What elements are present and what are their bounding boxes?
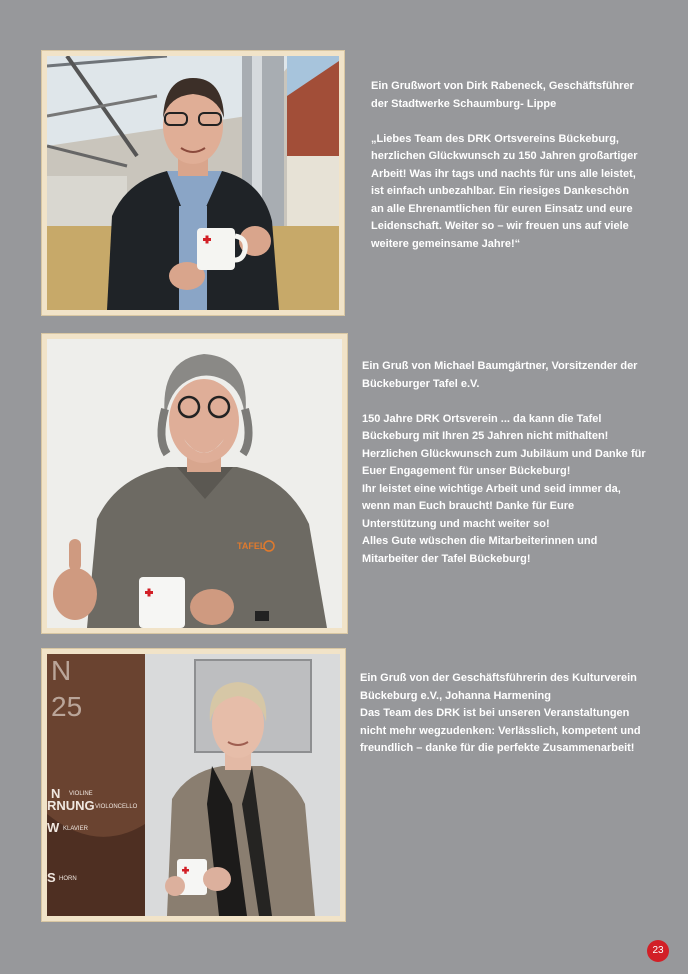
greeting-heading-line1: Ein Gruß von der Geschäftsführerin des Kulturverein [360,672,637,684]
portrait-image [47,339,342,628]
poster-text: N [51,655,72,686]
shirt-logo-text: TAFEL [237,541,266,551]
poster-text: W [47,820,60,835]
greeting-body-line: Ihr leistet eine wichtige Arbeit und seid immer da, [362,482,621,495]
poster-text: VIOLONCELLO [95,804,138,810]
greeting-heading-line1: Ein Grußwort von Dirk Rabeneck, Geschäftsführer [371,80,634,92]
caption-dirk-rabeneck [371,78,671,253]
caption-michael-baumgaertner [362,358,682,568]
greeting-heading-line2: Bückeburg e.V., Johanna Harmening [360,689,551,702]
greeting-body-line: freundlich – danke für die perfekte Zusammenarbeit! [360,742,635,754]
portrait-image [47,654,340,916]
greeting-body-line: Bückeburg mit Ihren 25 Jahren nicht mithalten! [362,430,609,442]
poster-text: S [47,870,56,885]
greeting-body-line: Leidenschaft. Weiter so – wir freuen uns auf viele [371,220,629,232]
poster-text: N [51,786,61,801]
photo-dirk-rabeneck [42,51,344,315]
greeting-body-line: Herzlichen Glückwunsch zum Jubiläum und Danke für [362,447,646,460]
greeting-body-line: ist einfach unbezahlbar. Ein riesiges Dankeschön [371,185,629,197]
greeting-heading-line2: Bückeburger Tafel e.V. [362,377,480,390]
greeting-body-line: Das Team des DRK ist bei unseren Veranstaltungen [360,707,630,719]
photo-johanna-harmening [42,649,345,921]
greeting-body-line: Unterstützung und macht weiter so! [362,517,550,530]
greeting-body-line: Euer Engagement für unser Bückeburg! [362,465,571,477]
poster-text: 25 [51,691,83,722]
greeting-body-line: wenn man Euch braucht! Danke für Eure [362,500,575,512]
poster-text: RNUNG [47,798,95,813]
greeting-body-line: „Liebes Team des DRK Ortsvereins Bückeburg, [371,132,619,145]
poster-text: HORN [59,876,77,882]
greeting-body-line: Alles Gute wüschen die Mitarbeiterinnen und [362,535,598,547]
greeting-body-line: 150 Jahre DRK Ortsverein ... da kann die Tafel [362,412,602,425]
portrait-image [47,56,339,310]
greeting-heading-line1: Ein Gruß von Michael Baumgärtner, Vorsitzender der [362,360,638,372]
greeting-body-line: an alle Ehrenamtlichen für euren Einsatz und eure [371,202,633,215]
greeting-body-line: weitere gemeinsame Jahre!“ [371,237,521,250]
page-number-badge: 23 [647,940,669,962]
poster-text: KLAVIER [63,826,88,832]
greeting-body-line: nicht mehr wegzudenken: Verlässlich, kompetent und [360,724,641,737]
photo-michael-baumgaertner [42,334,347,633]
caption-johanna-harmening [360,670,680,758]
greeting-heading-line2: der Stadtwerke Schaumburg- Lippe [371,97,557,110]
poster-text: VIOLINE [69,791,93,797]
greeting-body-line: herzlichen Glückwunsch zu 150 Jahren großartiger [371,150,638,162]
greeting-body-line: Mitarbeiter der Tafel Bückeburg! [362,552,531,565]
greeting-body-line: Arbeit! Was ihr tags und nachts für uns alle leistet, [371,167,636,180]
